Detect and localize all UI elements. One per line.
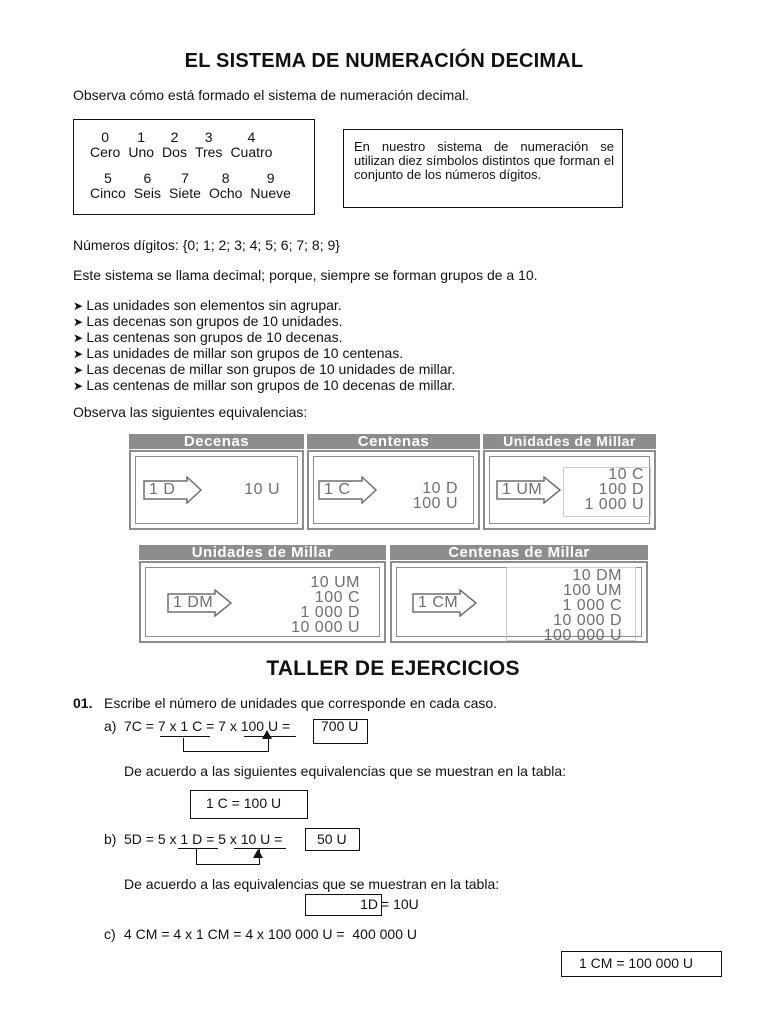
digit-numeral: 7 [181, 170, 189, 186]
value-line: 100 UM [562, 582, 622, 599]
digit-4 [230, 130, 272, 160]
value-line: 1 000 U [584, 496, 644, 513]
equivalences-intro: Observa las siguientes equivalencias: [73, 404, 308, 420]
item-a-label: a) [104, 718, 117, 734]
bullet-item: ➤ Las centenas son grupos de 10 decenas. [73, 329, 343, 345]
digit-numeral: 1 [137, 129, 146, 145]
panel-values [291, 575, 360, 635]
digit-word: Siete [169, 185, 201, 201]
item-b-expression: 5D = 5 x 1 D = 5 x 10 U = [124, 831, 287, 847]
digit-set: Números dígitos: {0; 1; 2; 3; 4; 5; 6; 7; 8; 9} [73, 237, 340, 253]
item-c-equivalence-box: 1 CM = 100 000 U [561, 951, 722, 977]
value-line: 10 D [422, 480, 458, 497]
item-b-answer-box [305, 828, 360, 851]
digit-word: Cuatro [230, 144, 273, 160]
arrow-unit-1dm: 1 DM [167, 589, 233, 617]
item-b-connector [196, 849, 260, 865]
panel-values [413, 481, 458, 511]
exercise-instructions: Escribe el número de unidades que corresponde en cada caso. [104, 695, 498, 711]
digit-word: Ocho [208, 185, 243, 201]
bullet-item: ➤ Las unidades de millar son grupos de 10 centenas. [73, 345, 404, 361]
digit-numeral: 2 [170, 129, 179, 145]
item-b-answer: 50 U [317, 831, 347, 847]
bullet-item: ➤ Las decenas son grupos de 10 unidades. [73, 313, 343, 329]
value-line: 1 000 C [562, 597, 622, 614]
digit-word: Dos [162, 144, 187, 160]
digit-word: Tres [194, 144, 223, 160]
digit-1 [128, 130, 154, 160]
value-line: 10 U [244, 481, 280, 498]
digit-word: Nueve [250, 185, 291, 201]
taller-title: TALLER DE EJERCICIOS [266, 657, 520, 680]
arrowhead-bullet-icon: ➤ [73, 331, 87, 345]
panel-header: Unidades de Millar [483, 434, 656, 449]
item-a-answer: 700 U [321, 718, 359, 734]
item-b-label: b) [104, 831, 117, 847]
value-line: 100 U [412, 495, 458, 512]
item-c-expression: 4 CM = 4 x 1 CM = 4 x 100 000 U = 400 000 U [124, 926, 417, 942]
digit-numeral: 9 [266, 170, 275, 186]
decimal-explanation: Este sistema se llama decimal; porque, siempre se forman grupos de a 10. [73, 267, 538, 283]
digit-numeral: 0 [101, 129, 110, 145]
item-a-answer-box [313, 719, 368, 744]
digit-word: Uno [128, 144, 155, 160]
exercise-number: 01. [73, 695, 93, 711]
digit-9 [250, 171, 290, 201]
panel-centenas [307, 434, 480, 530]
arrowhead-bullet-icon: ➤ [73, 363, 87, 377]
value-line: 10 DM [572, 567, 622, 584]
value-line: 1 000 D [300, 604, 360, 621]
arrow-unit-1um: 1 UM [496, 476, 562, 504]
item-a-connector [183, 738, 269, 752]
digit-0 [90, 130, 120, 160]
panel-unidades-millar-2 [139, 545, 386, 643]
arrow-unit-1cm: 1 CM [412, 589, 478, 617]
panel-header: Centenas de Millar [390, 545, 648, 560]
digit-7 [169, 171, 201, 201]
value-line: 10 000 D [553, 612, 622, 629]
bullet-item: ➤ Las centenas de millar son grupos de 10 decenas de millar. [73, 377, 456, 393]
arrowhead-bullet-icon: ➤ [73, 347, 87, 361]
digit-numeral: 8 [221, 170, 230, 186]
digit-numeral: 6 [143, 170, 152, 186]
bullet-list [73, 298, 455, 394]
item-b-equivalence-box: 1D [305, 894, 382, 916]
item-a-equivalence-box: 1 C = 100 U [190, 790, 308, 819]
digit-5 [90, 171, 126, 201]
arrowhead-bullet-icon: ➤ [73, 379, 87, 393]
panel-values [244, 482, 280, 497]
item-c-label: c) [104, 926, 116, 942]
note-text: En nuestro sistema de numeración se utilizan diez símbolos distintos que forman el conjunto de los números dígitos. [354, 139, 614, 182]
item-b-note: De acuerdo a las equivalencias que se muestran en la tabla: [124, 876, 500, 892]
arrow-up-icon [253, 849, 263, 858]
note-box [343, 129, 623, 208]
intro-text: Observa cómo está formado el sistema de numeración decimal. [73, 87, 470, 103]
arrow-unit-1d: 1 D [143, 476, 203, 504]
value-line: 100 000 U [543, 627, 622, 644]
item-a-note: De acuerdo a las siguientes equivalencias que se muestran en la tabla: [124, 763, 567, 779]
panel-unidades-millar [483, 434, 656, 530]
digits-row-1 [90, 130, 280, 160]
digit-numeral: 3 [204, 129, 213, 145]
arrowhead-bullet-icon: ➤ [73, 299, 87, 313]
digit-word: Cinco [90, 185, 126, 201]
panel-decenas [129, 434, 304, 530]
arrowhead-bullet-icon: ➤ [73, 315, 87, 329]
panel-values [544, 568, 622, 643]
arrow-up-icon [262, 730, 272, 739]
panel-values [584, 467, 644, 512]
digits-box [73, 119, 315, 215]
digit-3 [195, 130, 222, 160]
digit-8 [209, 171, 242, 201]
digit-numeral: 5 [104, 170, 112, 186]
value-line: 10 UM [310, 574, 360, 591]
digit-6 [134, 171, 161, 201]
value-line: 10 C [608, 466, 644, 483]
bullet-item: ➤ Las decenas de millar son grupos de 10 unidades de millar. [73, 361, 456, 377]
panel-centenas-millar [390, 545, 648, 643]
page-title: EL SISTEMA DE NUMERACIÓN DECIMAL [184, 50, 584, 72]
panel-header: Decenas [129, 434, 304, 449]
digit-word: Seis [133, 185, 162, 201]
value-line: 10 000 U [291, 619, 360, 636]
item-a-expression: 7C = 7 x 1 C = 7 x 100 U = [124, 718, 295, 734]
value-line: 100 C [314, 589, 360, 606]
value-line: 100 D [598, 481, 644, 498]
panel-header: Centenas [307, 434, 480, 449]
panel-header: Unidades de Millar [139, 545, 386, 560]
digit-word: Cero [90, 144, 121, 160]
digits-row-2 [90, 171, 299, 201]
digit-2 [162, 130, 187, 160]
item-b-equivalence-rest: = 10U [381, 896, 419, 912]
bullet-item: ➤ Las unidades son elementos sin agrupar. [73, 297, 342, 313]
arrow-unit-1c: 1 C [318, 476, 378, 504]
digit-numeral: 4 [247, 129, 256, 145]
